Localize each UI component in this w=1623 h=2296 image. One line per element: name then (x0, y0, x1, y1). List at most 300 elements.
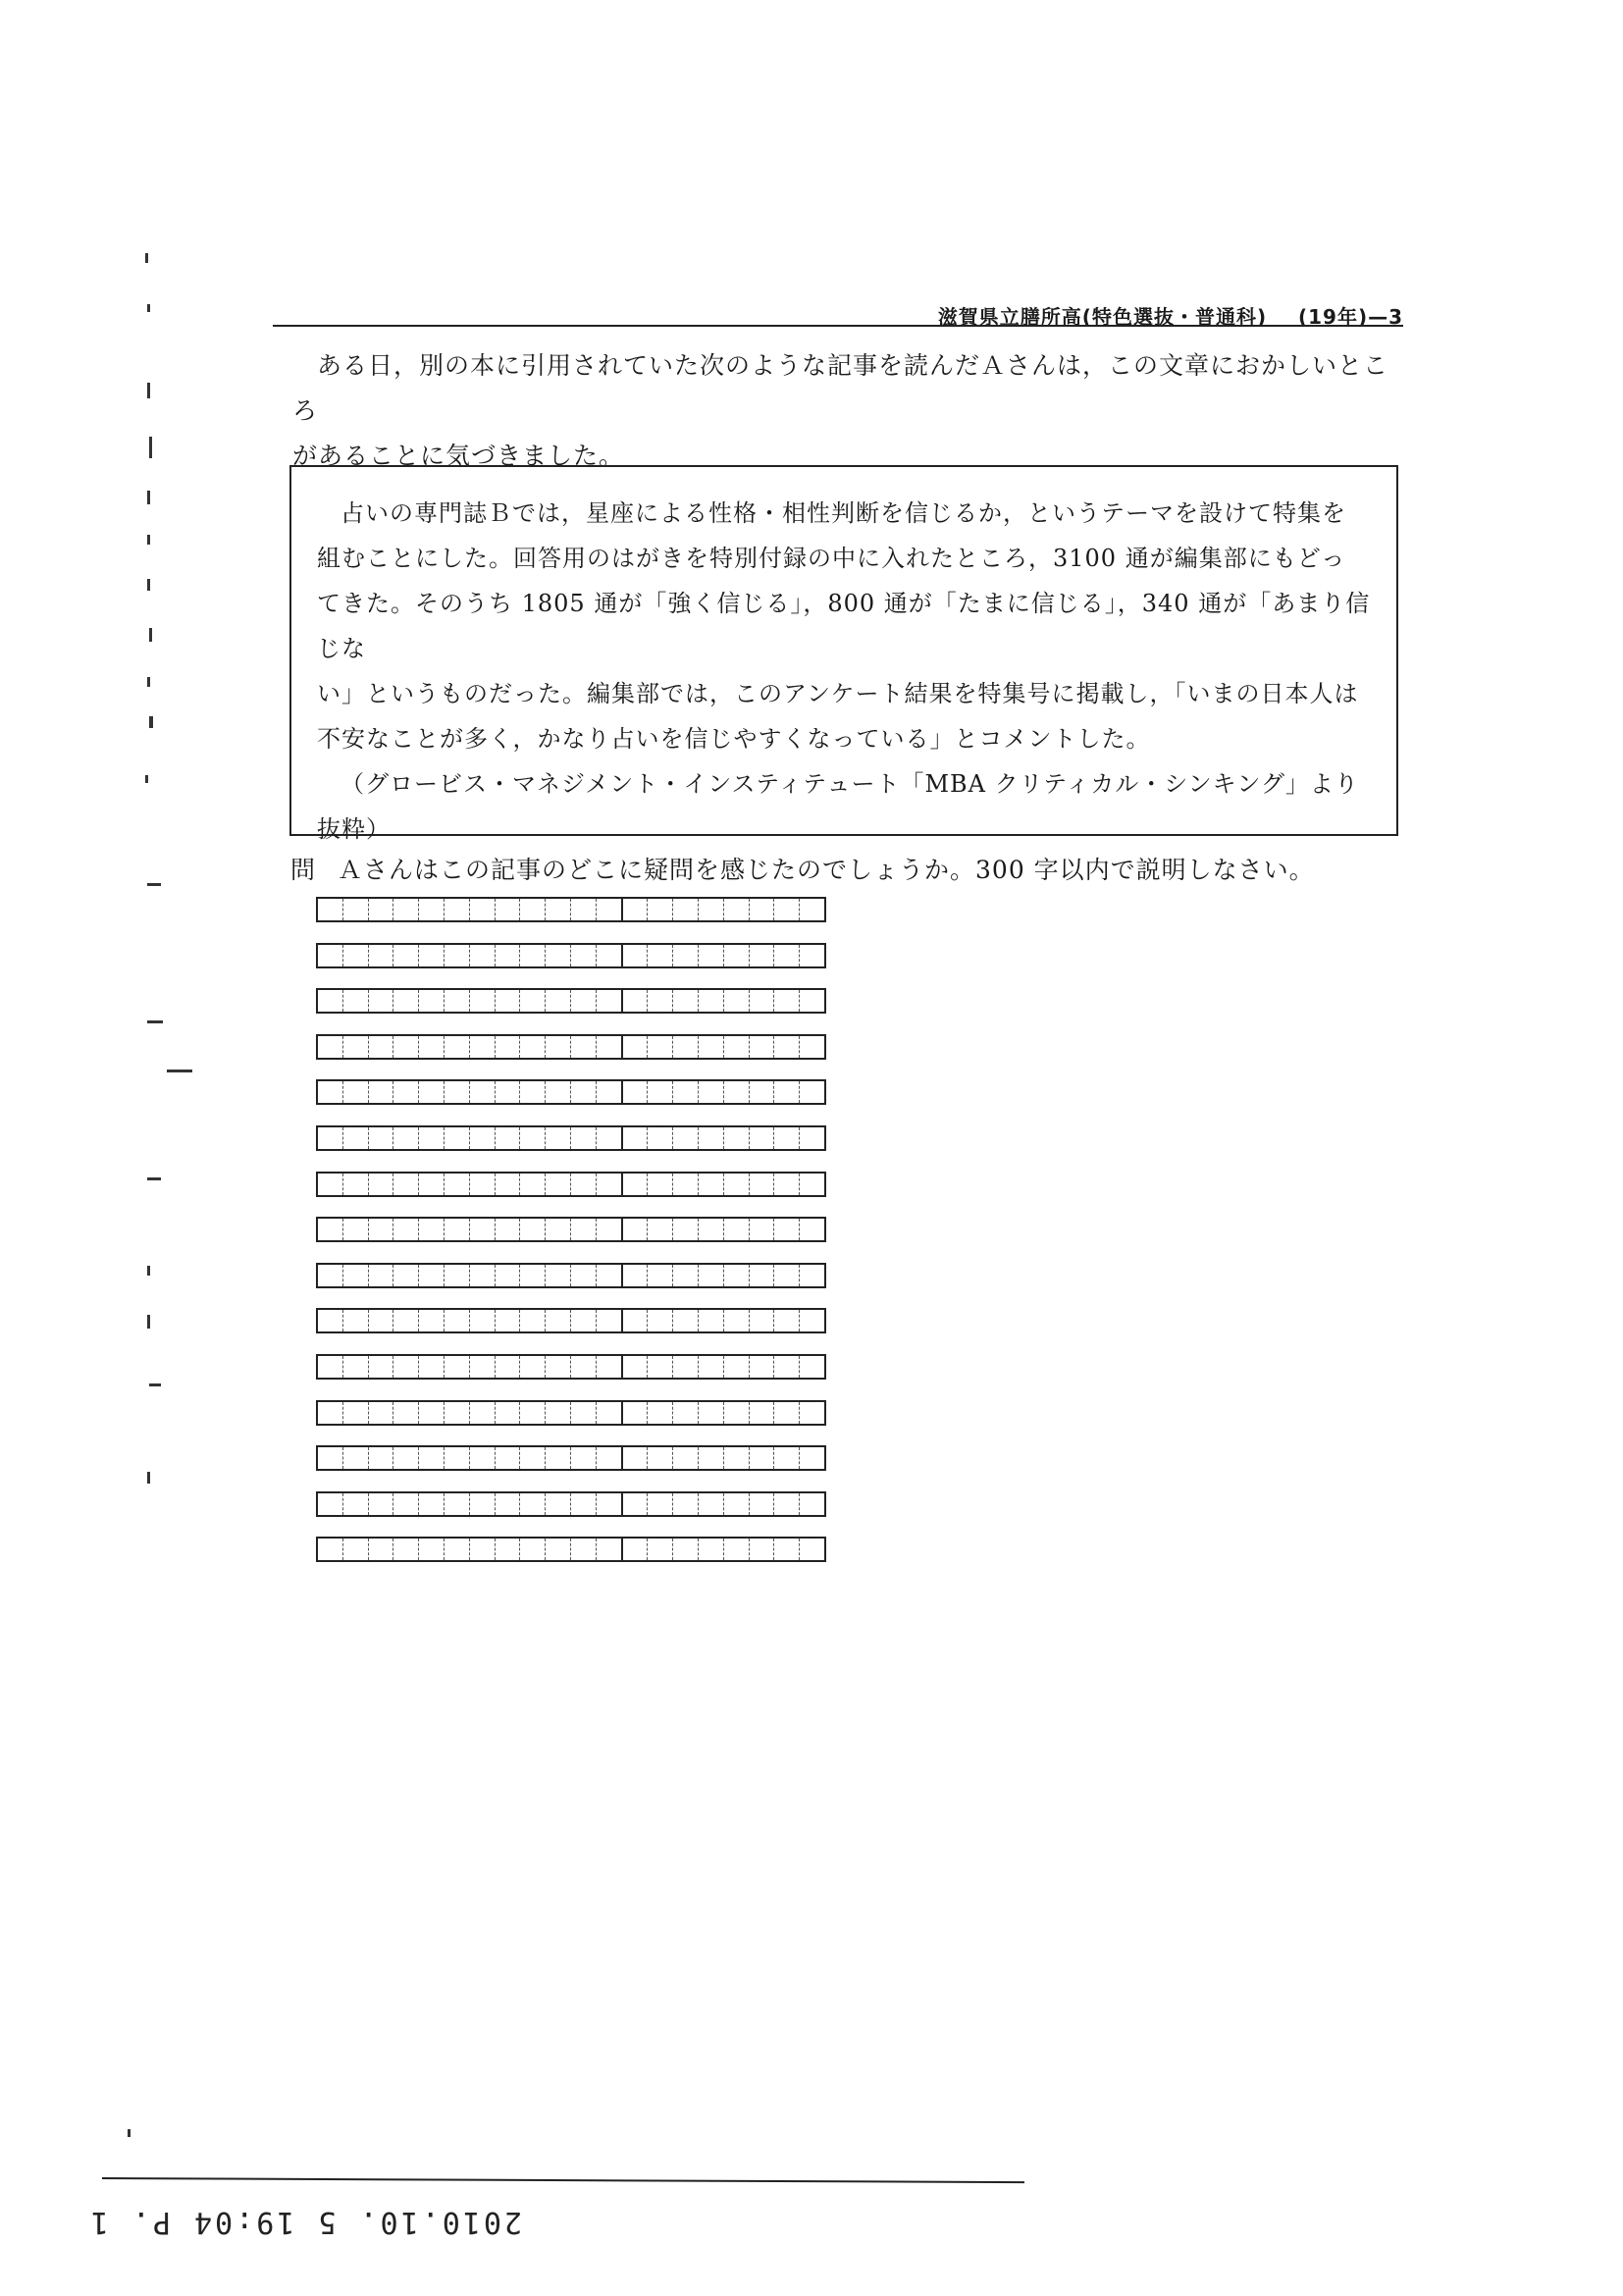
answer-grid-cell[interactable] (546, 1036, 571, 1058)
answer-grid-cell[interactable] (369, 1036, 394, 1058)
answer-grid-cell[interactable] (724, 1356, 750, 1378)
answer-grid[interactable] (316, 897, 826, 1583)
answer-grid-cell[interactable] (571, 990, 597, 1012)
answer-grid-cell[interactable] (699, 1539, 724, 1560)
answer-grid-cell[interactable] (496, 1447, 521, 1469)
answer-grid-cell[interactable] (648, 1127, 673, 1149)
answer-grid-cell[interactable] (800, 1081, 824, 1103)
answer-grid-cell[interactable] (520, 1081, 546, 1103)
answer-grid-cell[interactable] (393, 945, 419, 966)
answer-grid-cell[interactable] (750, 1174, 775, 1195)
answer-grid-cell[interactable] (774, 1265, 800, 1286)
answer-grid-cell[interactable] (571, 1493, 597, 1515)
answer-grid-cell[interactable] (699, 1036, 724, 1058)
answer-grid-cell[interactable] (648, 1081, 673, 1103)
answer-grid-cell[interactable] (648, 1402, 673, 1424)
answer-grid-cell[interactable] (318, 1310, 343, 1331)
answer-grid-cell[interactable] (470, 1402, 496, 1424)
answer-grid-cell[interactable] (318, 1447, 343, 1469)
answer-grid-cell[interactable] (724, 1127, 750, 1149)
answer-grid-cell[interactable] (470, 945, 496, 966)
answer-grid-cell[interactable] (673, 1174, 699, 1195)
answer-grid-cell[interactable] (393, 1310, 419, 1331)
answer-grid-cell[interactable] (623, 1356, 649, 1378)
answer-grid-cell[interactable] (724, 1265, 750, 1286)
answer-grid-cell[interactable] (673, 1539, 699, 1560)
answer-grid-cell[interactable] (673, 1265, 699, 1286)
answer-grid-cell[interactable] (571, 1081, 597, 1103)
answer-grid-cell[interactable] (673, 945, 699, 966)
answer-grid-cell[interactable] (648, 1036, 673, 1058)
answer-grid-cell[interactable] (343, 1539, 369, 1560)
answer-grid-cell[interactable] (520, 1265, 546, 1286)
answer-grid-cell[interactable] (318, 945, 343, 966)
answer-grid-row[interactable] (316, 1263, 826, 1288)
answer-grid-cell[interactable] (393, 1219, 419, 1240)
answer-grid-cell[interactable] (673, 1402, 699, 1424)
answer-grid-cell[interactable] (393, 1539, 419, 1560)
answer-grid-cell[interactable] (800, 1539, 824, 1560)
answer-grid-cell[interactable] (800, 1493, 824, 1515)
answer-grid-cell[interactable] (470, 1174, 496, 1195)
answer-grid-cell[interactable] (597, 990, 623, 1012)
answer-grid-cell[interactable] (546, 1127, 571, 1149)
answer-grid-row[interactable] (316, 1034, 826, 1060)
answer-grid-cell[interactable] (393, 1265, 419, 1286)
answer-grid-cell[interactable] (445, 1174, 470, 1195)
answer-grid-cell[interactable] (546, 1219, 571, 1240)
answer-grid-cell[interactable] (724, 945, 750, 966)
answer-grid-cell[interactable] (343, 1174, 369, 1195)
answer-grid-cell[interactable] (774, 1402, 800, 1424)
answer-grid-cell[interactable] (623, 1081, 649, 1103)
answer-grid-cell[interactable] (369, 945, 394, 966)
answer-grid-cell[interactable] (496, 945, 521, 966)
answer-grid-cell[interactable] (673, 1036, 699, 1058)
answer-grid-row[interactable] (316, 988, 826, 1014)
answer-grid-cell[interactable] (597, 1356, 623, 1378)
answer-grid-cell[interactable] (699, 899, 724, 920)
answer-grid-cell[interactable] (318, 1174, 343, 1195)
answer-grid-cell[interactable] (369, 1310, 394, 1331)
answer-grid-cell[interactable] (699, 990, 724, 1012)
answer-grid-cell[interactable] (571, 1127, 597, 1149)
answer-grid-row[interactable] (316, 1400, 826, 1426)
answer-grid-cell[interactable] (699, 1447, 724, 1469)
answer-grid-cell[interactable] (318, 1356, 343, 1378)
answer-grid-cell[interactable] (445, 1402, 470, 1424)
answer-grid-cell[interactable] (623, 1402, 649, 1424)
answer-grid-cell[interactable] (318, 1539, 343, 1560)
answer-grid-cell[interactable] (800, 1174, 824, 1195)
answer-grid-row[interactable] (316, 1354, 826, 1380)
answer-grid-cell[interactable] (393, 1356, 419, 1378)
answer-grid-cell[interactable] (597, 1265, 623, 1286)
answer-grid-cell[interactable] (724, 1174, 750, 1195)
answer-grid-cell[interactable] (673, 1356, 699, 1378)
answer-grid-cell[interactable] (774, 1447, 800, 1469)
answer-grid-cell[interactable] (623, 1219, 649, 1240)
answer-grid-cell[interactable] (445, 1356, 470, 1378)
answer-grid-cell[interactable] (520, 1174, 546, 1195)
answer-grid-cell[interactable] (623, 1174, 649, 1195)
answer-grid-cell[interactable] (369, 1447, 394, 1469)
answer-grid-cell[interactable] (393, 1493, 419, 1515)
answer-grid-cell[interactable] (597, 1036, 623, 1058)
answer-grid-cell[interactable] (800, 1127, 824, 1149)
answer-grid-cell[interactable] (724, 1539, 750, 1560)
answer-grid-cell[interactable] (800, 1356, 824, 1378)
answer-grid-cell[interactable] (470, 1356, 496, 1378)
answer-grid-cell[interactable] (393, 1127, 419, 1149)
answer-grid-cell[interactable] (496, 1174, 521, 1195)
answer-grid-cell[interactable] (496, 1310, 521, 1331)
answer-grid-cell[interactable] (774, 1539, 800, 1560)
answer-grid-cell[interactable] (496, 990, 521, 1012)
answer-grid-cell[interactable] (520, 1219, 546, 1240)
answer-grid-cell[interactable] (750, 1493, 775, 1515)
answer-grid-cell[interactable] (724, 1081, 750, 1103)
answer-grid-cell[interactable] (750, 990, 775, 1012)
answer-grid-cell[interactable] (520, 945, 546, 966)
answer-grid-cell[interactable] (470, 1310, 496, 1331)
answer-grid-cell[interactable] (445, 1310, 470, 1331)
answer-grid-cell[interactable] (750, 1447, 775, 1469)
answer-grid-cell[interactable] (800, 1219, 824, 1240)
answer-grid-cell[interactable] (419, 1036, 445, 1058)
answer-grid-cell[interactable] (597, 1174, 623, 1195)
answer-grid-cell[interactable] (623, 1036, 649, 1058)
answer-grid-row[interactable] (316, 897, 826, 922)
answer-grid-cell[interactable] (800, 945, 824, 966)
answer-grid-cell[interactable] (648, 1493, 673, 1515)
answer-grid-cell[interactable] (597, 1219, 623, 1240)
answer-grid-cell[interactable] (419, 1539, 445, 1560)
answer-grid-cell[interactable] (571, 1447, 597, 1469)
answer-grid-cell[interactable] (623, 945, 649, 966)
answer-grid-cell[interactable] (470, 1447, 496, 1469)
answer-grid-cell[interactable] (597, 1493, 623, 1515)
answer-grid-row[interactable] (316, 1537, 826, 1562)
answer-grid-cell[interactable] (597, 1310, 623, 1331)
answer-grid-cell[interactable] (369, 990, 394, 1012)
answer-grid-cell[interactable] (571, 1310, 597, 1331)
answer-grid-cell[interactable] (343, 1402, 369, 1424)
answer-grid-cell[interactable] (470, 1539, 496, 1560)
answer-grid-cell[interactable] (318, 1036, 343, 1058)
answer-grid-cell[interactable] (445, 1447, 470, 1469)
answer-grid-cell[interactable] (318, 1402, 343, 1424)
answer-grid-cell[interactable] (571, 899, 597, 920)
answer-grid-cell[interactable] (318, 1493, 343, 1515)
answer-grid-cell[interactable] (419, 1402, 445, 1424)
answer-grid-cell[interactable] (571, 1356, 597, 1378)
answer-grid-cell[interactable] (597, 1127, 623, 1149)
answer-grid-cell[interactable] (520, 1447, 546, 1469)
answer-grid-cell[interactable] (343, 990, 369, 1012)
answer-grid-cell[interactable] (318, 899, 343, 920)
answer-grid-cell[interactable] (774, 1356, 800, 1378)
answer-grid-cell[interactable] (546, 1174, 571, 1195)
answer-grid-cell[interactable] (445, 945, 470, 966)
answer-grid-cell[interactable] (496, 1127, 521, 1149)
answer-grid-cell[interactable] (597, 899, 623, 920)
answer-grid-cell[interactable] (470, 1127, 496, 1149)
answer-grid-cell[interactable] (774, 1219, 800, 1240)
answer-grid-cell[interactable] (419, 1265, 445, 1286)
answer-grid-cell[interactable] (648, 1310, 673, 1331)
answer-grid-cell[interactable] (470, 1036, 496, 1058)
answer-grid-cell[interactable] (571, 1539, 597, 1560)
answer-grid-cell[interactable] (318, 990, 343, 1012)
answer-grid-cell[interactable] (648, 945, 673, 966)
answer-grid-row[interactable] (316, 943, 826, 968)
answer-grid-row[interactable] (316, 1445, 826, 1471)
answer-grid-cell[interactable] (750, 899, 775, 920)
answer-grid-cell[interactable] (623, 1127, 649, 1149)
answer-grid-row[interactable] (316, 1217, 826, 1242)
answer-grid-cell[interactable] (393, 1447, 419, 1469)
answer-grid-cell[interactable] (419, 1310, 445, 1331)
answer-grid-cell[interactable] (750, 1402, 775, 1424)
answer-grid-cell[interactable] (369, 1174, 394, 1195)
answer-grid-cell[interactable] (750, 1265, 775, 1286)
answer-grid-cell[interactable] (774, 1493, 800, 1515)
answer-grid-cell[interactable] (774, 1174, 800, 1195)
answer-grid-cell[interactable] (393, 1036, 419, 1058)
answer-grid-cell[interactable] (343, 1493, 369, 1515)
answer-grid-cell[interactable] (393, 1402, 419, 1424)
answer-grid-cell[interactable] (496, 1402, 521, 1424)
answer-grid-cell[interactable] (546, 1493, 571, 1515)
answer-grid-cell[interactable] (496, 1493, 521, 1515)
answer-grid-cell[interactable] (800, 1310, 824, 1331)
answer-grid-cell[interactable] (623, 1539, 649, 1560)
answer-grid-cell[interactable] (445, 990, 470, 1012)
answer-grid-cell[interactable] (419, 1174, 445, 1195)
answer-grid-cell[interactable] (750, 1036, 775, 1058)
answer-grid-cell[interactable] (546, 1081, 571, 1103)
answer-grid-cell[interactable] (496, 899, 521, 920)
answer-grid-cell[interactable] (546, 899, 571, 920)
answer-grid-cell[interactable] (419, 945, 445, 966)
answer-grid-cell[interactable] (546, 1265, 571, 1286)
answer-grid-cell[interactable] (343, 1356, 369, 1378)
answer-grid-cell[interactable] (724, 899, 750, 920)
answer-grid-cell[interactable] (750, 1127, 775, 1149)
answer-grid-cell[interactable] (520, 1493, 546, 1515)
answer-grid-cell[interactable] (724, 1036, 750, 1058)
answer-grid-cell[interactable] (496, 1356, 521, 1378)
answer-grid-cell[interactable] (520, 899, 546, 920)
answer-grid-cell[interactable] (724, 1493, 750, 1515)
answer-grid-cell[interactable] (496, 1265, 521, 1286)
answer-grid-cell[interactable] (470, 1493, 496, 1515)
answer-grid-cell[interactable] (699, 1493, 724, 1515)
answer-grid-cell[interactable] (496, 1081, 521, 1103)
answer-grid-cell[interactable] (520, 1310, 546, 1331)
answer-grid-cell[interactable] (673, 1310, 699, 1331)
answer-grid-cell[interactable] (369, 1081, 394, 1103)
answer-grid-row[interactable] (316, 1491, 826, 1517)
answer-grid-cell[interactable] (343, 945, 369, 966)
answer-grid-cell[interactable] (699, 1310, 724, 1331)
answer-grid-cell[interactable] (419, 1356, 445, 1378)
answer-grid-cell[interactable] (750, 1081, 775, 1103)
answer-grid-cell[interactable] (774, 899, 800, 920)
answer-grid-cell[interactable] (597, 1081, 623, 1103)
answer-grid-cell[interactable] (750, 945, 775, 966)
answer-grid-cell[interactable] (648, 990, 673, 1012)
answer-grid-cell[interactable] (597, 1539, 623, 1560)
answer-grid-cell[interactable] (343, 1081, 369, 1103)
answer-grid-cell[interactable] (496, 1539, 521, 1560)
answer-grid-cell[interactable] (724, 1402, 750, 1424)
answer-grid-cell[interactable] (774, 1081, 800, 1103)
answer-grid-cell[interactable] (343, 899, 369, 920)
answer-grid-cell[interactable] (318, 1081, 343, 1103)
answer-grid-cell[interactable] (673, 1081, 699, 1103)
answer-grid-cell[interactable] (318, 1265, 343, 1286)
answer-grid-cell[interactable] (623, 1447, 649, 1469)
answer-grid-cell[interactable] (750, 1310, 775, 1331)
answer-grid-cell[interactable] (546, 1447, 571, 1469)
answer-grid-cell[interactable] (673, 1127, 699, 1149)
answer-grid-cell[interactable] (470, 1265, 496, 1286)
answer-grid-cell[interactable] (571, 945, 597, 966)
answer-grid-cell[interactable] (699, 1174, 724, 1195)
answer-grid-cell[interactable] (774, 990, 800, 1012)
answer-grid-cell[interactable] (800, 1036, 824, 1058)
answer-grid-cell[interactable] (393, 1174, 419, 1195)
answer-grid-cell[interactable] (520, 1402, 546, 1424)
answer-grid-cell[interactable] (623, 990, 649, 1012)
answer-grid-cell[interactable] (546, 1310, 571, 1331)
answer-grid-cell[interactable] (445, 899, 470, 920)
answer-grid-cell[interactable] (623, 1493, 649, 1515)
answer-grid-cell[interactable] (369, 1356, 394, 1378)
answer-grid-cell[interactable] (520, 1356, 546, 1378)
answer-grid-cell[interactable] (699, 1081, 724, 1103)
answer-grid-cell[interactable] (597, 1447, 623, 1469)
answer-grid-cell[interactable] (496, 1036, 521, 1058)
answer-grid-row[interactable] (316, 1079, 826, 1105)
answer-grid-cell[interactable] (470, 1219, 496, 1240)
answer-grid-cell[interactable] (800, 1402, 824, 1424)
answer-grid-cell[interactable] (470, 899, 496, 920)
answer-grid-cell[interactable] (800, 990, 824, 1012)
answer-grid-cell[interactable] (419, 899, 445, 920)
answer-grid-cell[interactable] (343, 1447, 369, 1469)
answer-grid-cell[interactable] (648, 1447, 673, 1469)
answer-grid-cell[interactable] (470, 1081, 496, 1103)
answer-grid-cell[interactable] (445, 1081, 470, 1103)
answer-grid-cell[interactable] (369, 1402, 394, 1424)
answer-grid-cell[interactable] (496, 1219, 521, 1240)
answer-grid-cell[interactable] (571, 1265, 597, 1286)
answer-grid-cell[interactable] (597, 945, 623, 966)
answer-grid-cell[interactable] (571, 1174, 597, 1195)
answer-grid-cell[interactable] (369, 1539, 394, 1560)
answer-grid-cell[interactable] (445, 1219, 470, 1240)
answer-grid-cell[interactable] (750, 1539, 775, 1560)
answer-grid-cell[interactable] (445, 1493, 470, 1515)
answer-grid-cell[interactable] (623, 899, 649, 920)
answer-grid-cell[interactable] (470, 990, 496, 1012)
answer-grid-cell[interactable] (445, 1127, 470, 1149)
answer-grid-cell[interactable] (699, 1265, 724, 1286)
answer-grid-cell[interactable] (571, 1036, 597, 1058)
answer-grid-row[interactable] (316, 1125, 826, 1151)
answer-grid-cell[interactable] (673, 990, 699, 1012)
answer-grid-cell[interactable] (369, 1219, 394, 1240)
answer-grid-cell[interactable] (774, 945, 800, 966)
answer-grid-cell[interactable] (419, 1493, 445, 1515)
answer-grid-cell[interactable] (445, 1539, 470, 1560)
answer-grid-cell[interactable] (571, 1219, 597, 1240)
answer-grid-cell[interactable] (419, 1447, 445, 1469)
answer-grid-cell[interactable] (800, 1447, 824, 1469)
answer-grid-cell[interactable] (750, 1356, 775, 1378)
answer-grid-cell[interactable] (318, 1219, 343, 1240)
answer-grid-cell[interactable] (419, 1219, 445, 1240)
answer-grid-cell[interactable] (369, 1493, 394, 1515)
answer-grid-cell[interactable] (648, 1265, 673, 1286)
answer-grid-cell[interactable] (800, 899, 824, 920)
answer-grid-cell[interactable] (724, 1447, 750, 1469)
answer-grid-cell[interactable] (343, 1310, 369, 1331)
answer-grid-cell[interactable] (724, 1310, 750, 1331)
answer-grid-cell[interactable] (800, 1265, 824, 1286)
answer-grid-cell[interactable] (546, 1402, 571, 1424)
answer-grid-cell[interactable] (724, 990, 750, 1012)
answer-grid-cell[interactable] (520, 1539, 546, 1560)
answer-grid-cell[interactable] (648, 899, 673, 920)
answer-grid-cell[interactable] (699, 1219, 724, 1240)
answer-grid-cell[interactable] (343, 1036, 369, 1058)
answer-grid-cell[interactable] (673, 1219, 699, 1240)
answer-grid-cell[interactable] (393, 899, 419, 920)
answer-grid-cell[interactable] (520, 1127, 546, 1149)
answer-grid-cell[interactable] (419, 1081, 445, 1103)
answer-grid-cell[interactable] (445, 1036, 470, 1058)
answer-grid-cell[interactable] (648, 1174, 673, 1195)
answer-grid-cell[interactable] (774, 1036, 800, 1058)
answer-grid-cell[interactable] (648, 1356, 673, 1378)
answer-grid-cell[interactable] (648, 1539, 673, 1560)
answer-grid-cell[interactable] (546, 945, 571, 966)
answer-grid-cell[interactable] (393, 990, 419, 1012)
answer-grid-cell[interactable] (648, 1219, 673, 1240)
answer-grid-cell[interactable] (750, 1219, 775, 1240)
answer-grid-cell[interactable] (699, 1402, 724, 1424)
answer-grid-row[interactable] (316, 1172, 826, 1197)
answer-grid-cell[interactable] (419, 1127, 445, 1149)
answer-grid-cell[interactable] (774, 1310, 800, 1331)
answer-grid-cell[interactable] (445, 1265, 470, 1286)
answer-grid-row[interactable] (316, 1308, 826, 1333)
answer-grid-cell[interactable] (699, 1127, 724, 1149)
answer-grid-cell[interactable] (419, 990, 445, 1012)
answer-grid-cell[interactable] (520, 990, 546, 1012)
answer-grid-cell[interactable] (343, 1127, 369, 1149)
answer-grid-cell[interactable] (623, 1310, 649, 1331)
answer-grid-cell[interactable] (673, 1493, 699, 1515)
answer-grid-cell[interactable] (623, 1265, 649, 1286)
answer-grid-cell[interactable] (699, 1356, 724, 1378)
answer-grid-cell[interactable] (774, 1127, 800, 1149)
answer-grid-cell[interactable] (393, 1081, 419, 1103)
